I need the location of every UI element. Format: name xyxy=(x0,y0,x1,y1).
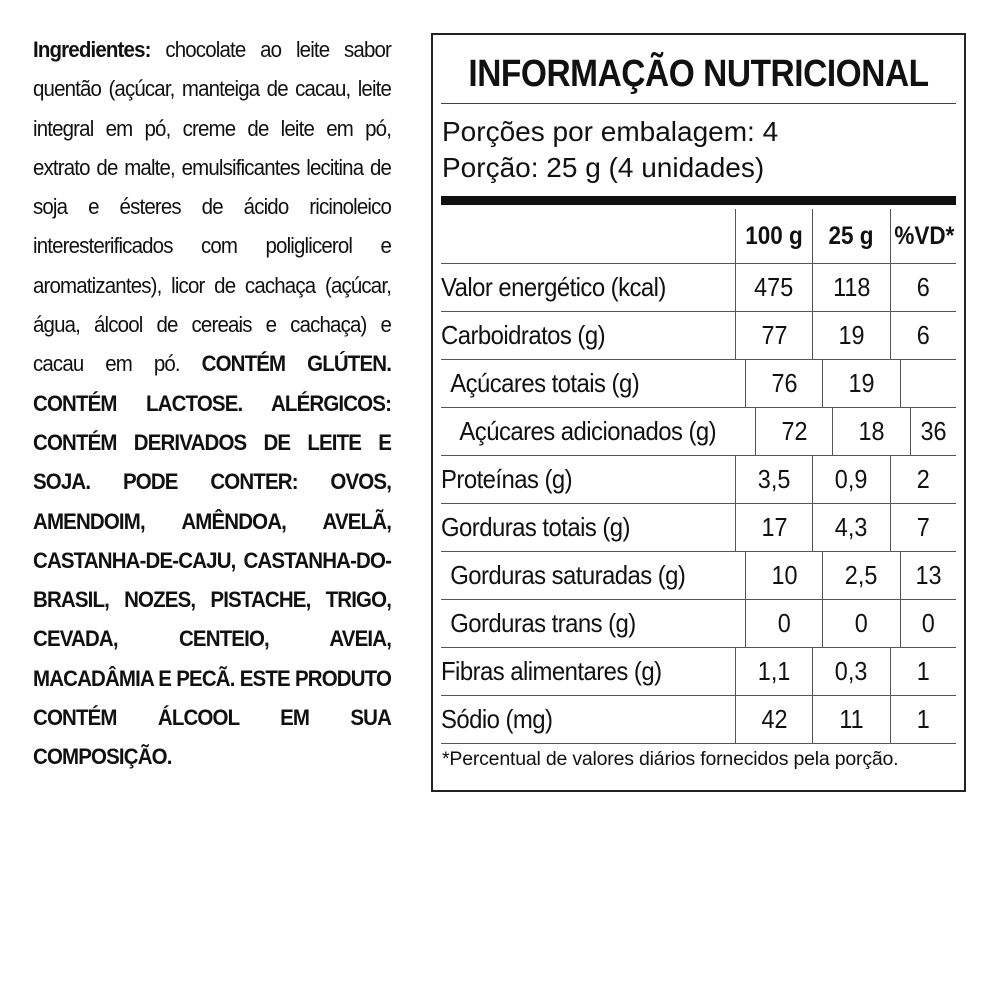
value-per-100g: 42 xyxy=(735,696,812,743)
nutrition-title: INFORMAÇÃO NUTRICIONAL xyxy=(468,53,929,95)
nutrition-facts-table xyxy=(431,33,966,792)
daily-value-percent: 0 xyxy=(900,600,956,647)
thick-divider xyxy=(441,196,956,205)
daily-value-percent: 6 xyxy=(890,312,956,359)
nutrient-label: Carboidratos (g) xyxy=(441,320,606,350)
daily-value-percent: 1 xyxy=(890,696,956,743)
value-per-portion: 18 xyxy=(832,408,910,455)
portion-info xyxy=(442,114,778,186)
table-row xyxy=(441,456,956,504)
table-row xyxy=(441,264,956,312)
table-row xyxy=(441,360,956,408)
daily-value-percent: 13 xyxy=(900,552,956,599)
value-per-100g: 77 xyxy=(735,312,812,359)
nutrient-label: Gorduras saturadas (g) xyxy=(450,560,686,590)
table-row xyxy=(441,312,956,360)
value-per-portion: 118 xyxy=(812,264,890,311)
table-row xyxy=(441,600,956,648)
daily-value-percent xyxy=(900,360,956,407)
nutrient-table xyxy=(441,209,956,744)
portion-size: Porção: 25 g (4 unidades) xyxy=(442,152,765,183)
value-per-100g: 76 xyxy=(745,360,822,407)
value-per-100g: 72 xyxy=(755,408,832,455)
ingredients-lead: Ingredientes: xyxy=(33,37,151,62)
value-per-portion: 0,3 xyxy=(812,648,890,695)
daily-value-percent: 2 xyxy=(890,456,956,503)
value-per-portion: 0 xyxy=(822,600,900,647)
divider xyxy=(441,103,956,104)
table-row xyxy=(441,696,956,744)
daily-value-percent: 1 xyxy=(890,648,956,695)
nutrient-label: Açúcares adicionados (g) xyxy=(459,416,717,446)
value-per-portion: 2,5 xyxy=(822,552,900,599)
value-per-portion: 19 xyxy=(822,360,900,407)
value-per-100g: 1,1 xyxy=(735,648,812,695)
ingredients-body: chocolate ao leite sabor quentão (açúcar, manteiga de cacau, leite integral em pó, creme de leite em pó, extrato de malte, emulsificantes lecitina de soja e ésteres de ácido ricinoleico interesterificados com poliglicerol e aromatizantes), licor de cachaça (açúcar, água, álcool de cereais e cachaça) e cacau em pó. xyxy=(33,37,392,377)
portions-per-package: Porções por embalagem: 4 xyxy=(442,116,779,147)
value-per-portion: 4,3 xyxy=(812,504,890,551)
table-row xyxy=(441,408,956,456)
daily-value-percent: 36 xyxy=(910,408,956,455)
value-per-100g: 10 xyxy=(745,552,822,599)
nutrient-label: Proteínas (g) xyxy=(441,464,573,494)
value-per-portion: 0,9 xyxy=(812,456,890,503)
column-header: 25 g xyxy=(812,209,890,263)
table-header-row xyxy=(441,209,956,264)
footnote: *Percentual de valores diários fornecidos pela porção. xyxy=(442,748,899,770)
table-row xyxy=(441,504,956,552)
ingredients-text xyxy=(33,30,391,777)
nutrient-label: Fibras alimentares (g) xyxy=(441,656,662,686)
value-per-portion: 11 xyxy=(812,696,890,743)
value-per-portion: 19 xyxy=(812,312,890,359)
nutrient-label: Sódio (mg) xyxy=(441,704,553,734)
nutrient-label: Valor energético (kcal) xyxy=(441,272,666,302)
column-header: 100 g xyxy=(735,209,812,263)
value-per-100g: 0 xyxy=(745,600,822,647)
daily-value-percent: 6 xyxy=(890,264,956,311)
table-row xyxy=(441,648,956,696)
value-per-100g: 475 xyxy=(735,264,812,311)
column-header: %VD* xyxy=(890,209,958,263)
value-per-100g: 17 xyxy=(735,504,812,551)
daily-value-percent: 7 xyxy=(890,504,956,551)
allergens-warning: CONTÉM GLÚTEN. CONTÉM LACTOSE. ALÉRGICOS: CONTÉM DERIVADOS DE LEITE E SOJA. PODE CONTER: OVOS, AMENDOIM, AMÊNDOA, AVELÃ, CASTANHA-DE-CAJU, CASTANHA-DO-BRASIL, NOZES, PISTACHE, TRIGO, CEVADA, CENTEIO, AVEIA, MACADÂMIA E PECÃ. ESTE PRODUTO CONTÉM ÁLCOOL EM SUA COMPOSIÇÃO. xyxy=(33,351,392,770)
nutrient-label: Açúcares totais (g) xyxy=(450,368,640,398)
nutrient-label: Gorduras trans (g) xyxy=(450,608,636,638)
table-row xyxy=(441,552,956,600)
value-per-100g: 3,5 xyxy=(735,456,812,503)
nutrient-label: Gorduras totais (g) xyxy=(441,512,630,542)
